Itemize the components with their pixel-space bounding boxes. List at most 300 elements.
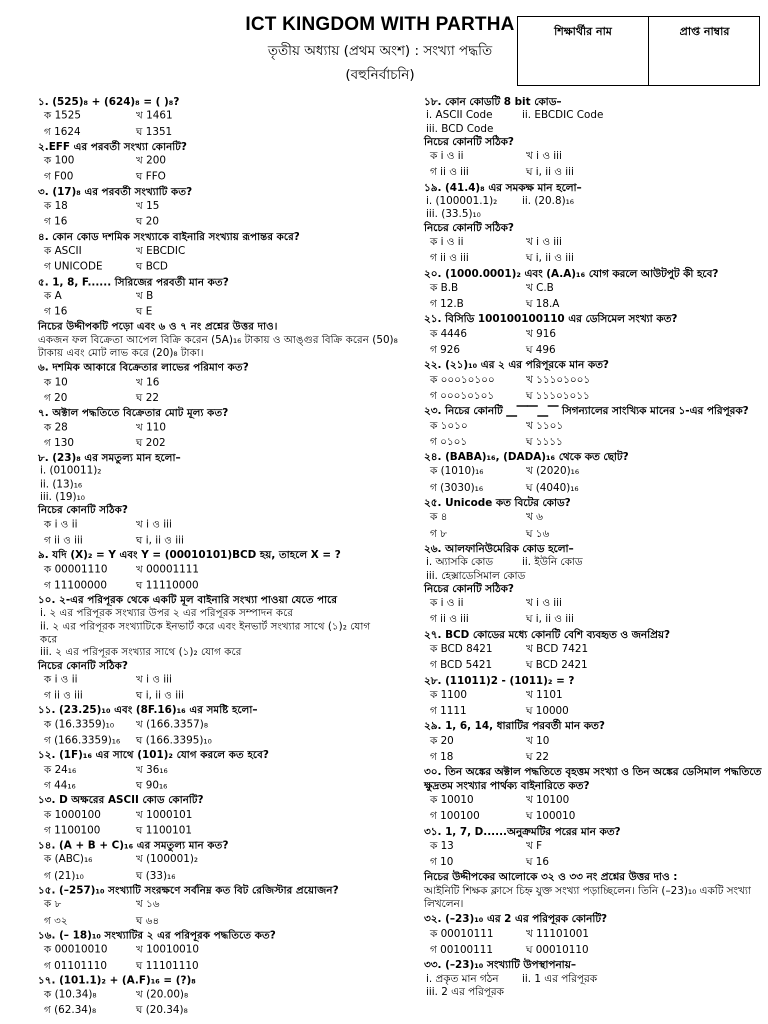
option: গ (21)₁₀ [44, 869, 84, 882]
option-row [38, 376, 398, 389]
option: ঘ 18.A [526, 298, 560, 311]
option-row [424, 528, 764, 541]
question-block [424, 959, 764, 999]
option: ক 00001110 [44, 563, 108, 576]
option: ক ASCII [44, 245, 82, 257]
option-row [38, 245, 398, 258]
option: গ 44₁₆ [44, 779, 76, 792]
option: গ 926 [430, 344, 460, 357]
question-text: ২২. (২১)₁₀ এর ২ এর পরিপূরকে মান কত? [424, 359, 609, 372]
option-row [38, 534, 398, 547]
option: গ 16 [44, 306, 68, 318]
option: ক ১০১০ [430, 419, 468, 432]
statement-pair [424, 973, 764, 986]
option: ক 00010111 [430, 927, 494, 940]
option-row [38, 216, 398, 229]
option-row [424, 374, 764, 387]
statement-pair [424, 109, 764, 122]
option: খ i ও iii [136, 673, 172, 686]
question-block [424, 182, 764, 266]
question-block [38, 795, 398, 838]
option: খ (100001)₂ [136, 853, 199, 866]
option: খ 10010010 [136, 943, 200, 956]
sub-question: নিচের কোনটি সঠিক? [424, 582, 514, 595]
option: খ ১৬ [136, 898, 160, 911]
question-block [38, 705, 398, 748]
option: ঘ E [136, 306, 153, 318]
question-text: ২৭. BCD কোডের মধ্যে কোনটি বেশি ব্যবহৃত ও জনপ্রিয়? [424, 628, 671, 641]
option: গ ৮ [430, 527, 447, 540]
option: ক ৪ [430, 511, 448, 524]
option: ঘ BCD [136, 261, 168, 273]
question-block [38, 549, 398, 592]
option-row [38, 960, 398, 973]
question-block [424, 629, 764, 673]
option: গ 100100 [430, 810, 480, 823]
option: ক 4446 [430, 327, 468, 340]
option: ক 00010010 [44, 943, 108, 956]
option-row [424, 705, 764, 718]
statement-line: করে [40, 633, 58, 646]
option: ক i ও ii [430, 597, 464, 610]
question-text: ২৪. (BABA)₁₆, (DADA)₁₆ থেকে কত ছোট? [424, 451, 629, 464]
option: ক 1100 [430, 688, 468, 701]
option-row [38, 674, 398, 687]
question-text-continued: ক্ষুদ্রতম সংখ্যার পার্থক্য বাইনারিতে কত? [424, 779, 590, 792]
option: গ 16 [44, 216, 68, 228]
option: ঘ i, ii ও iii [526, 166, 574, 179]
question-text: ১০. ২-এর পরিপূরক থেকে একটি মূল বাইনারি সংখ্যা পাওয়া যেতে পারে [38, 594, 338, 607]
option-row [424, 597, 764, 610]
option: ক (1010)₁₆ [430, 465, 484, 478]
marks-label: প্রাপ্ত নাম্বার [679, 25, 730, 38]
option: ঘ 1351 [136, 126, 173, 138]
option-row [38, 290, 398, 303]
chapter-subtitle: তৃতীয় অধ্যায় (প্রথম অংশ) : সংখ্যা পদ্ধতি [267, 43, 493, 59]
question-text: ২৮. (11011)2 - (1011)₂ = ? [424, 674, 575, 687]
option: ঘ 20 [136, 216, 159, 228]
option-row [38, 126, 398, 139]
statement: i. প্রকৃত মান গঠন [426, 972, 499, 985]
statement: ii. 1 এর পরিপূরক [522, 972, 597, 985]
statement-line: iii. BCD Code [426, 122, 494, 135]
option: ঘ 100010 [526, 810, 576, 823]
question-block [424, 675, 764, 719]
option: খ 15 [136, 200, 160, 212]
option: খ 1461 [136, 110, 173, 122]
question-block [38, 186, 398, 229]
option-row [38, 809, 398, 822]
question-text: নিচের উদ্দীপকের আলোকে ৩২ ও ৩৩ নং প্রশ্নের উত্তর দাও : [424, 871, 678, 884]
question-block [38, 231, 398, 274]
sub-question: নিচের কোনটি সঠিক? [38, 504, 128, 517]
option: গ ii ও iii [430, 613, 469, 626]
option: ঘ 10000 [526, 705, 569, 718]
statement: i. (100001.1)₂ [426, 195, 498, 208]
statement-line: লিখলেন। [424, 898, 464, 911]
option: ক 20 [430, 734, 454, 747]
option: গ 130 [44, 437, 74, 449]
question-text: ৩১. 1, 7, D......অনুক্রমটির পরের মান কত? [424, 825, 621, 838]
option: খ 11101001 [526, 927, 590, 940]
option: ক 13 [430, 839, 454, 852]
option-row [424, 689, 764, 702]
question-text: ৩. (17)₈ এর পরবর্তী সংখ্যাটি কত? [38, 186, 193, 198]
question-text: ৩০. তিন অঙ্কের অক্টাল পদ্ধতিতে বৃহত্তম সংখ্যা ও তিন অঙ্কের ডেসিমাল পদ্ধতিতে [424, 766, 762, 779]
option: গ ০০০১০১০১ [430, 389, 495, 402]
option-row [424, 735, 764, 748]
option: ঘ i, ii ও iii [136, 689, 184, 702]
question-text: নিচের উদ্দীপকটি পড়ো এবং ৬ ও ৭ নং প্রশ্নের উত্তর দাও। [38, 321, 278, 333]
question-text: ২০. (1000.0001)₂ এবং (A.A)₁₆ যোগ করলে আউটপুট কী হবে? [424, 267, 719, 280]
option-row [424, 298, 764, 311]
option: খ ১১০১ [526, 419, 564, 432]
option: ঘ 496 [526, 344, 556, 357]
option: খ 1101 [526, 688, 563, 701]
question-block [424, 826, 764, 870]
option: গ 1624 [44, 126, 81, 138]
option: ঘ (33)₁₆ [136, 869, 176, 882]
mcq-subtitle: (বহুনির্বাচনি) [345, 67, 415, 83]
statement-line: ii. ২ এর পরিপূরক সংখ্যাটিকে ইনভার্ট করে এবং ইনভার্ট সংখ্যার সাথে (১)₂ যোগ [40, 620, 371, 633]
option-row [38, 825, 398, 838]
option: খ ৬ [526, 511, 543, 524]
option: খ i ও iii [136, 518, 172, 531]
student-info-box [517, 16, 760, 86]
statement-line: একজন ফল বিক্রেতা আপেল বিক্রি করেন (5A)₁₆ টাকায় ও আঙ্গুর বিক্রি করেন (50)₈ [38, 334, 398, 346]
option: ঘ (166.3395)₁₀ [136, 734, 212, 747]
option: গ 1100100 [44, 824, 101, 837]
option-row [424, 840, 764, 853]
option-row [424, 465, 764, 478]
option: ক ৮ [44, 898, 62, 911]
option: গ ii ও iii [430, 252, 469, 265]
question-block [424, 451, 764, 495]
option-row [424, 643, 764, 656]
question-text: ৪. কোন কোড দশমিক সংখ্যাকে বাইনারি সংখ্যায় রূপান্তর করে? [38, 231, 300, 243]
option: খ i ও iii [526, 597, 562, 610]
left-question-column [38, 96, 398, 1020]
page-title: ICT KINGDOM WITH PARTHA [245, 14, 515, 35]
option: খ (20.00)₈ [136, 988, 189, 1001]
question-text: ১৭. (101.1)₂ + (A.F)₁₆ = (?)₈ [38, 974, 196, 987]
option: খ (166.3357)₈ [136, 718, 208, 731]
option: ক B.B [430, 281, 459, 294]
option: ঘ ৬৪ [136, 914, 160, 927]
question-block [424, 871, 764, 911]
option: গ 1111 [430, 705, 467, 718]
option: ঘ 11110000 [136, 579, 199, 592]
option-row [424, 150, 764, 163]
option: গ ৩২ [44, 914, 68, 927]
option: ক i ও ii [430, 235, 464, 248]
statement: ii. ইউনি কোড [522, 556, 583, 569]
student-name-label: শিক্ষার্থীর নাম [554, 25, 612, 38]
option: গ 12.B [430, 298, 464, 311]
option-row [38, 392, 398, 405]
option: ঘ 1100101 [136, 824, 192, 837]
option: খ F [526, 839, 543, 852]
option: খ B [136, 290, 154, 302]
question-text: ২৯. 1, 6, 14, ধারাটির পরবর্তী মান কত? [424, 720, 605, 733]
option-row [38, 171, 398, 184]
statement-line: ii. (13)₁₆ [40, 478, 83, 491]
question-block [424, 359, 764, 403]
option-row [424, 236, 764, 249]
option: খ 916 [526, 327, 556, 340]
option-row [424, 613, 764, 626]
question-block [38, 96, 398, 139]
option: ক 1525 [44, 110, 82, 122]
option: ক i ও ii [430, 150, 464, 163]
statement-line: আইনিটি শিক্ষক ক্লাসে চিহ্ন যুক্ত সংখ্যা পড়াচ্ছিলেন। তিনি (–23)₁₀ একটি সংখ্যা [424, 884, 751, 897]
option: খ ১১১০১০০১ [526, 373, 591, 386]
statement-line: i. ২ এর পরিপূরক সংখ্যার উপর ২ এর পরিপূরক সম্পাদন করে [40, 607, 294, 620]
question-text: ৬. দশমিক আকারে বিক্রেতার লাভের পরিমাণ কত? [38, 362, 249, 374]
option: ক 24₁₆ [44, 763, 77, 776]
question-block [424, 543, 764, 627]
option: খ 1000101 [136, 808, 193, 821]
option: ঘ i, ii ও iii [136, 534, 184, 547]
option: ঘ FFO [136, 171, 166, 183]
statement: ii. (20.8)₁₆ [522, 195, 574, 208]
option-row [38, 989, 398, 1002]
question-block [38, 840, 398, 883]
option: গ (3030)₁₆ [430, 481, 483, 494]
option: ঘ ১১১১ [526, 435, 563, 448]
option: খ C.B [526, 281, 554, 294]
statement-line: টাকায় এবং মোট লাভ করে (20)₈ টাকা। [38, 347, 204, 359]
statement: i. ASCII Code [426, 109, 493, 122]
statement-line: iii. ২ এর পরিপূরক সংখ্যার সাথে (১)₂ যোগ করে [40, 646, 242, 659]
question-block [38, 885, 398, 928]
question-text: ২৬. আলফানিউমেরিক কোড হলো– [424, 542, 574, 555]
statement-line: iii. (33.5)₁₀ [426, 208, 481, 221]
option: ঘ 22 [136, 392, 159, 404]
option: ক (16.3359)₁₀ [44, 718, 114, 731]
option: গ 10 [430, 856, 454, 869]
option: খ 10 [526, 734, 550, 747]
option: গ 11100000 [44, 579, 107, 592]
question-block [38, 930, 398, 973]
option-row [38, 690, 398, 703]
option: ক i ও ii [44, 673, 78, 686]
question-block [38, 321, 398, 360]
option-row [38, 437, 398, 450]
option-row [38, 579, 398, 592]
option: ক ০০০১০১০০ [430, 373, 495, 386]
option-row [424, 482, 764, 495]
option: খ i ও iii [526, 150, 562, 163]
question-text: ২৩. নিচের কোনটি ⎽⎺⎺⎽⎺ সিগন্যালের সাংখ্যিক মানের ১-এর পরিপূরক? [424, 405, 749, 418]
statement-pair [424, 556, 764, 569]
option-row [38, 735, 398, 748]
question-block [38, 750, 398, 793]
option-row [38, 854, 398, 867]
sub-question: নিচের কোনটি সঠিক? [424, 135, 514, 148]
option: ঘ 90₁₆ [136, 779, 168, 792]
option-row [38, 764, 398, 777]
question-text: ৭. অক্টাল পদ্ধতিতে বিক্রেতার মোট মূল্য কত? [38, 407, 229, 419]
question-block [38, 276, 398, 319]
statement-line: iii. হেক্সাডেসিমাল কোড [426, 569, 526, 582]
option-row [424, 420, 764, 433]
statement: i. অ্যাসকি কোড [426, 556, 494, 569]
option: খ EBCDIC [136, 245, 186, 257]
option-row [424, 856, 764, 869]
question-block [424, 720, 764, 764]
option-row [38, 563, 398, 576]
question-block [424, 405, 764, 449]
option: ঘ BCD 2421 [526, 659, 588, 672]
statement-line: iii. (19)₁₀ [40, 491, 85, 504]
option-row [424, 344, 764, 357]
question-text: ১৫. (–257)₁₀ সংখ্যাটি সংরক্ষণে সর্বনিম্ন কত বিট রেজিস্টার প্রয়োজন? [38, 884, 339, 897]
option: খ 00001111 [136, 563, 200, 576]
question-text: ২.EFF এর পরবর্তী সংখ্যা কোনটি? [38, 141, 187, 153]
question-text: ৮. (23)₈ এর সমতুল্য মান হলো– [38, 452, 181, 464]
question-block [38, 975, 398, 1018]
option: গ ii ও iii [44, 689, 83, 702]
option-row [424, 928, 764, 941]
question-text: ৩৩. (–23)₁₀ সংখ্যাটি উপস্থাপনায়– [424, 959, 577, 972]
option: ক 100 [44, 155, 75, 167]
question-text: ৫. 1, 8, F...... সিরিজের পরবর্তী মান কত? [38, 276, 229, 288]
option: ক i ও ii [44, 518, 78, 531]
question-block [424, 96, 764, 180]
option: ক BCD 8421 [430, 642, 493, 655]
option-row [424, 282, 764, 295]
question-text: ৯. যদি (X)₂ = Y এবং Y = (00010101)BCD হয়, তাহলে X = ? [38, 549, 341, 562]
option-row [38, 944, 398, 957]
option: ঘ 22 [526, 751, 549, 764]
question-text: ১৬. (– 18)₁₀ সংখ্যাটির ২ এর পরিপূরক পদ্ধতিতে কত? [38, 929, 276, 942]
statement-pair [424, 195, 764, 208]
option: খ 16 [136, 376, 160, 388]
option: খ 36₁₆ [136, 763, 168, 776]
option: গ 20 [44, 392, 68, 404]
option-row [424, 511, 764, 524]
option: গ (62.34)₈ [44, 1004, 97, 1017]
question-text: ১১. (23.25)₁₀ এবং (8F.16)₁₆ এর সমষ্টি হলো– [38, 704, 258, 717]
option-row [38, 870, 398, 883]
question-block [424, 766, 764, 823]
option-row [424, 166, 764, 179]
sub-question: নিচের কোনটি সঠিক? [38, 659, 128, 672]
option: গ BCD 5421 [430, 659, 493, 672]
option-row [424, 810, 764, 823]
option-row [38, 261, 398, 274]
option: গ (166.3359)₁₆ [44, 734, 121, 747]
option: ঘ 00010110 [526, 943, 589, 956]
question-block [424, 313, 764, 357]
question-text: ১৪. (A + B + C)₁₆ এর সমতুল্য মান কত? [38, 839, 229, 852]
option: খ (2020)₁₆ [526, 465, 580, 478]
option-row [38, 780, 398, 793]
option: ঘ 16 [526, 856, 549, 869]
option-row [424, 252, 764, 265]
option: খ i ও iii [526, 235, 562, 248]
option: ক 28 [44, 421, 68, 433]
question-block [424, 497, 764, 541]
option: ক 10010 [430, 793, 474, 806]
option-row [424, 328, 764, 341]
page-header [0, 0, 768, 96]
question-text: ২৫. Unicode কত বিটের কোড? [424, 497, 571, 510]
question-text: ৩২. (–23)₁₀ এর 2 এর পরিপূরক কোনটি? [424, 913, 608, 926]
option: ঘ (4040)₁₆ [526, 481, 579, 494]
option: ঘ i, ii ও iii [526, 613, 574, 626]
question-text: ১. (525)₈ + (624)₈ = ( )₈? [38, 96, 180, 108]
option: ঘ ১৬ [526, 527, 550, 540]
option-row [38, 155, 398, 168]
question-block [38, 362, 398, 405]
option: ক 18 [44, 200, 68, 212]
option: ক 1000100 [44, 808, 101, 821]
option-row [38, 719, 398, 732]
option: গ ii ও iii [430, 166, 469, 179]
option: ক (ABC)₁₆ [44, 853, 93, 866]
option-row [424, 944, 764, 957]
option-row [424, 751, 764, 764]
option: খ 10100 [526, 793, 570, 806]
option: ক 10 [44, 376, 68, 388]
option-row [424, 390, 764, 403]
question-block [38, 407, 398, 450]
statement-line: i. (010011)₂ [40, 465, 102, 477]
option: গ 18 [430, 751, 454, 764]
question-block [424, 268, 764, 312]
statement: ii. EBCDIC Code [522, 109, 604, 122]
question-text: ১৩. D অক্ষরের ASCII কোড কোনটি? [38, 794, 204, 807]
option: খ 200 [136, 155, 166, 167]
question-block [38, 452, 398, 547]
option: ঘ i, ii ও iii [526, 252, 574, 265]
option: ঘ 202 [136, 437, 166, 449]
option: খ 110 [136, 421, 166, 433]
option: খ BCD 7421 [526, 642, 589, 655]
option: গ F00 [44, 171, 74, 183]
option-row [38, 306, 398, 319]
option-row [424, 794, 764, 807]
option: গ 01101110 [44, 959, 107, 972]
option-row [38, 110, 398, 123]
option: গ ০১০১ [430, 435, 468, 448]
option-row [38, 899, 398, 912]
question-block [38, 594, 398, 702]
right-question-column [424, 96, 764, 1001]
option: ঘ 11101110 [136, 959, 199, 972]
option: গ 00100111 [430, 943, 493, 956]
option: গ UNICODE [44, 261, 103, 273]
statement-line: iii. 2 এর পরিপূরক [426, 985, 504, 998]
question-text: ২১. বিসিডি 100100100110 এর ডেসিমেল সংখ্যা কত? [424, 313, 678, 326]
question-text: ১৮. কোন কোডটি 8 bit কোড– [424, 96, 562, 108]
option: গ ii ও iii [44, 534, 83, 547]
option-row [38, 421, 398, 434]
question-block [38, 141, 398, 184]
option-row [424, 436, 764, 449]
option-row [38, 518, 398, 531]
option-row [424, 659, 764, 672]
sub-question: নিচের কোনটি সঠিক? [424, 221, 514, 234]
option-row [38, 1005, 398, 1018]
option: ঘ (20.34)₈ [136, 1004, 188, 1017]
option-row [38, 915, 398, 928]
option: ক (10.34)₈ [44, 988, 97, 1001]
option-row [38, 200, 398, 213]
option: ক A [44, 290, 62, 302]
